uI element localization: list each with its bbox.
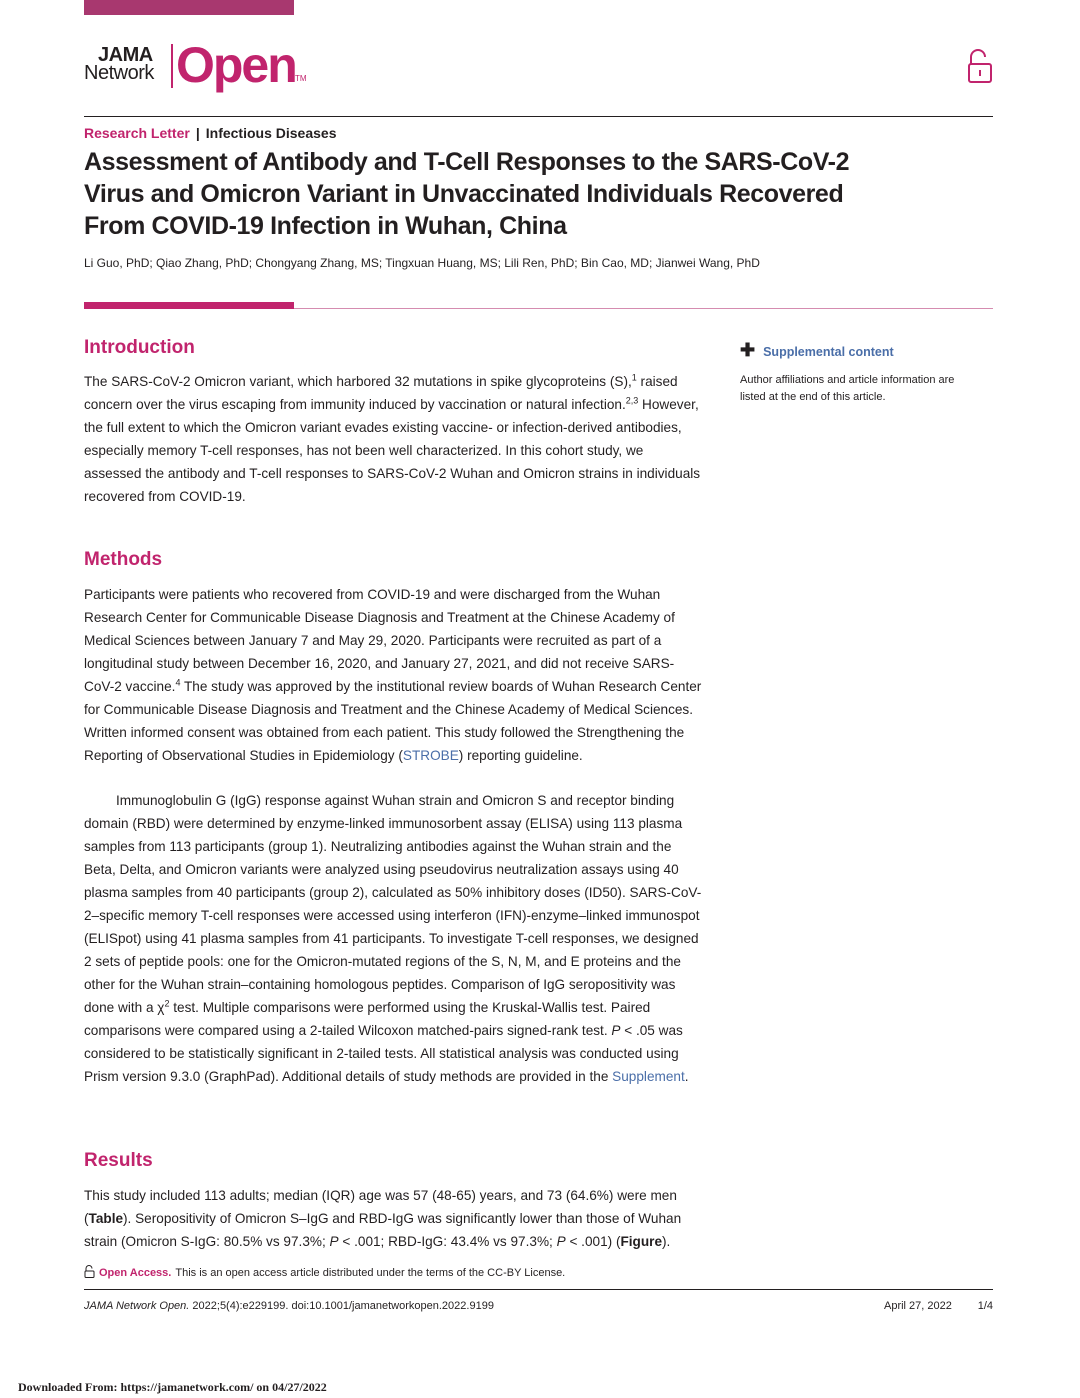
- intro-text-1: The SARS-CoV-2 Omicron variant, which harbored 32 mutations in spike glycoproteins (S),: [84, 374, 632, 389]
- methods-paragraph-1: [84, 583, 702, 767]
- results-text-5: ).: [662, 1234, 671, 1249]
- results-heading: Results: [84, 1150, 153, 1171]
- ref-1[interactable]: 1: [631, 372, 637, 383]
- methods-p1-text-1: Participants were patients who recovered from COVID-19 and were discharged from the Wuhan Research Center for Communicable Disease Diagnosis and Treatment at the Chinese Academy of Medical Sciences between January 7 and May 29, 2020. Participants were recruited as part of a longitudinal study between December 16, 2020, and January 27, 2021, and did not receive SARS-CoV-2 vaccine.: [84, 587, 675, 694]
- footer-page-number: 1/4: [977, 1300, 993, 1312]
- figure-ref[interactable]: Figure: [620, 1234, 663, 1249]
- methods-p2-text-1: Immunoglobulin G (IgG) response against Wuhan strain and Omicron S and receptor binding domain (RBD) were determined by enzyme-linked immunosorbent assay (ELISA) using 113 plasma samples from 113 participants (group 1). Neutralizing antibodies against the Wuhan strain and the Beta, Delta, and Omicron variants were analyzed using pseudovirus neutralization assays using 40 plasma samples from 40 participants (group 2), calculated as 50% inhibitory doses (ID50). SARS-CoV-2–specific memory T-cell responses were accessed using interferon (IFN)-enzyme–linked immunospot (ELISpot) using 41 plasma samples from 41 participants. To investigate T-cell responses, we designed 2 sets of peptide pools: one for the Omicron-mutated regions of the S, N, M, and E proteins and the other for the Wuhan strain–containing homologous peptides. Comparison of IgG seropositivity was done with a χ: [84, 793, 702, 1015]
- strobe-link[interactable]: STROBE: [402, 748, 459, 763]
- chi-square-exponent: 2: [164, 998, 170, 1009]
- ref-4[interactable]: 4: [175, 677, 181, 688]
- methods-p1-text-3: ) reporting guideline.: [458, 748, 583, 763]
- p-value-symbol-2: P: [556, 1234, 566, 1249]
- author-list: Li Guo, PhD; Qiao Zhang, PhD; Chongyang Zhang, MS; Tingxuan Huang, MS; Lili Ren, PhD; Bin Cao, MD; Jianwei Wang, PhD: [84, 256, 760, 270]
- open-access-label: Open Access.: [99, 1267, 172, 1279]
- introduction-paragraph: [84, 370, 702, 508]
- ref-2-3[interactable]: 2,3: [625, 395, 639, 406]
- download-stamp: Downloaded From: https://jamanetwork.com/ on 04/27/2022: [18, 1380, 327, 1394]
- methods-p2-text-2: test. Multiple comparisons were performed using the Kruskal-Wallis test. Paired comparisons were compared using a 2-tailed Wilcoxon matched-pairs signed-rank test.: [84, 1000, 651, 1038]
- section-accent-bar: [84, 302, 294, 309]
- top-color-bar: [84, 0, 294, 15]
- p-value-symbol: P: [611, 1023, 621, 1038]
- affiliations-note: Author affiliations and article information are listed at the end of this article.: [740, 374, 955, 403]
- open-lock-icon: [966, 48, 994, 84]
- article-type: Research Letter: [84, 125, 190, 141]
- footer-date-page: [884, 1300, 993, 1312]
- table-ref[interactable]: Table: [88, 1211, 124, 1226]
- logo-divider: [171, 44, 173, 88]
- results-text-1: This study included 113 adults; median (IQR) age was 57 (48-65) years, and 73 (64.6%) were men (: [84, 1188, 677, 1226]
- methods-p1-text-2: The study was approved by the institutional review boards of Wuhan Research Center for Communicable Disease Diagnosis and Treatment and the Chinese Academy of Medical Sciences. Written informed consent was obtained from each patient. This study followed the Strengthening the Reporting of Observational Studies in Epidemiology (: [84, 679, 702, 763]
- logo-trademark: TM: [295, 74, 307, 83]
- supplement-link[interactable]: Supplement: [612, 1069, 685, 1084]
- results-paragraph: [84, 1184, 702, 1253]
- intro-text-2: raised concern over the virus escaping from immunity induced by vaccination or natural infection.: [84, 374, 678, 412]
- open-access-note: [84, 1265, 565, 1279]
- supplemental-content-link[interactable]: [740, 340, 894, 361]
- footer-rule: [84, 1289, 993, 1290]
- methods-p2-text-3: < .05 was considered to be statistically significant in 2-tailed tests. All statistical analysis was conducted using Prism version 9.3.0 (GraphPad). Additional details of study methods are provided in the: [84, 1023, 683, 1084]
- logo-jama: JAMA: [98, 44, 153, 66]
- methods-heading: Methods: [84, 549, 163, 570]
- open-access-text: This is an open access article distributed under the terms of the CC-BY License.: [175, 1267, 566, 1279]
- results-text-2: ). Seropositivity of Omicron S–IgG and RBD-IgG was significantly lower than those of Wuhan strain (Omicron S-IgG: 80.5% vs 97.3%;: [84, 1211, 682, 1249]
- footer-citation-text: 2022;5(4):e229199. doi:10.1001/jamanetworkopen.2022.9199: [189, 1300, 494, 1312]
- footer-date: April 27, 2022: [884, 1300, 952, 1312]
- logo-network: Network: [84, 62, 154, 84]
- methods-paragraph-2: [84, 789, 702, 1088]
- article-category: Infectious Diseases: [205, 125, 337, 141]
- open-access-lock-icon: [84, 1265, 95, 1278]
- header-rule: [84, 116, 993, 117]
- intro-text-3: However, the full extent to which the Omicron variant evades existing vaccine- or infection-derived antibodies, especially memory T-cell responses, has not been well characterized. In this cohort study, we assessed the antibody and T-cell responses to SARS-CoV-2 Wuhan and Omicron strains in individuals recovered from COVID-19.: [84, 397, 701, 504]
- p-value-symbol-1: P: [329, 1234, 339, 1249]
- results-text-4: < .001) (: [565, 1234, 621, 1249]
- introduction-heading: Introduction: [84, 337, 195, 358]
- results-text-3: < .001; RBD-IgG: 43.4% vs 97.3%;: [338, 1234, 557, 1249]
- methods-p2-text-4: .: [684, 1069, 689, 1084]
- kicker-separator: |: [195, 125, 200, 141]
- logo-open: Open: [176, 37, 296, 93]
- plus-icon: ✚: [740, 340, 756, 360]
- section-rule: [294, 308, 993, 309]
- article-kicker: [84, 125, 336, 141]
- article-title: Assessment of Antibody and T-Cell Responses to the SARS-CoV-2 Virus and Omicron Variant in Unvaccinated Individuals Recovered From COVID-19 Infection in Wuhan, China: [84, 148, 850, 240]
- supplemental-label: Supplemental content: [763, 345, 894, 359]
- footer-citation: [84, 1300, 494, 1312]
- footer-journal: JAMA Network Open.: [84, 1300, 190, 1312]
